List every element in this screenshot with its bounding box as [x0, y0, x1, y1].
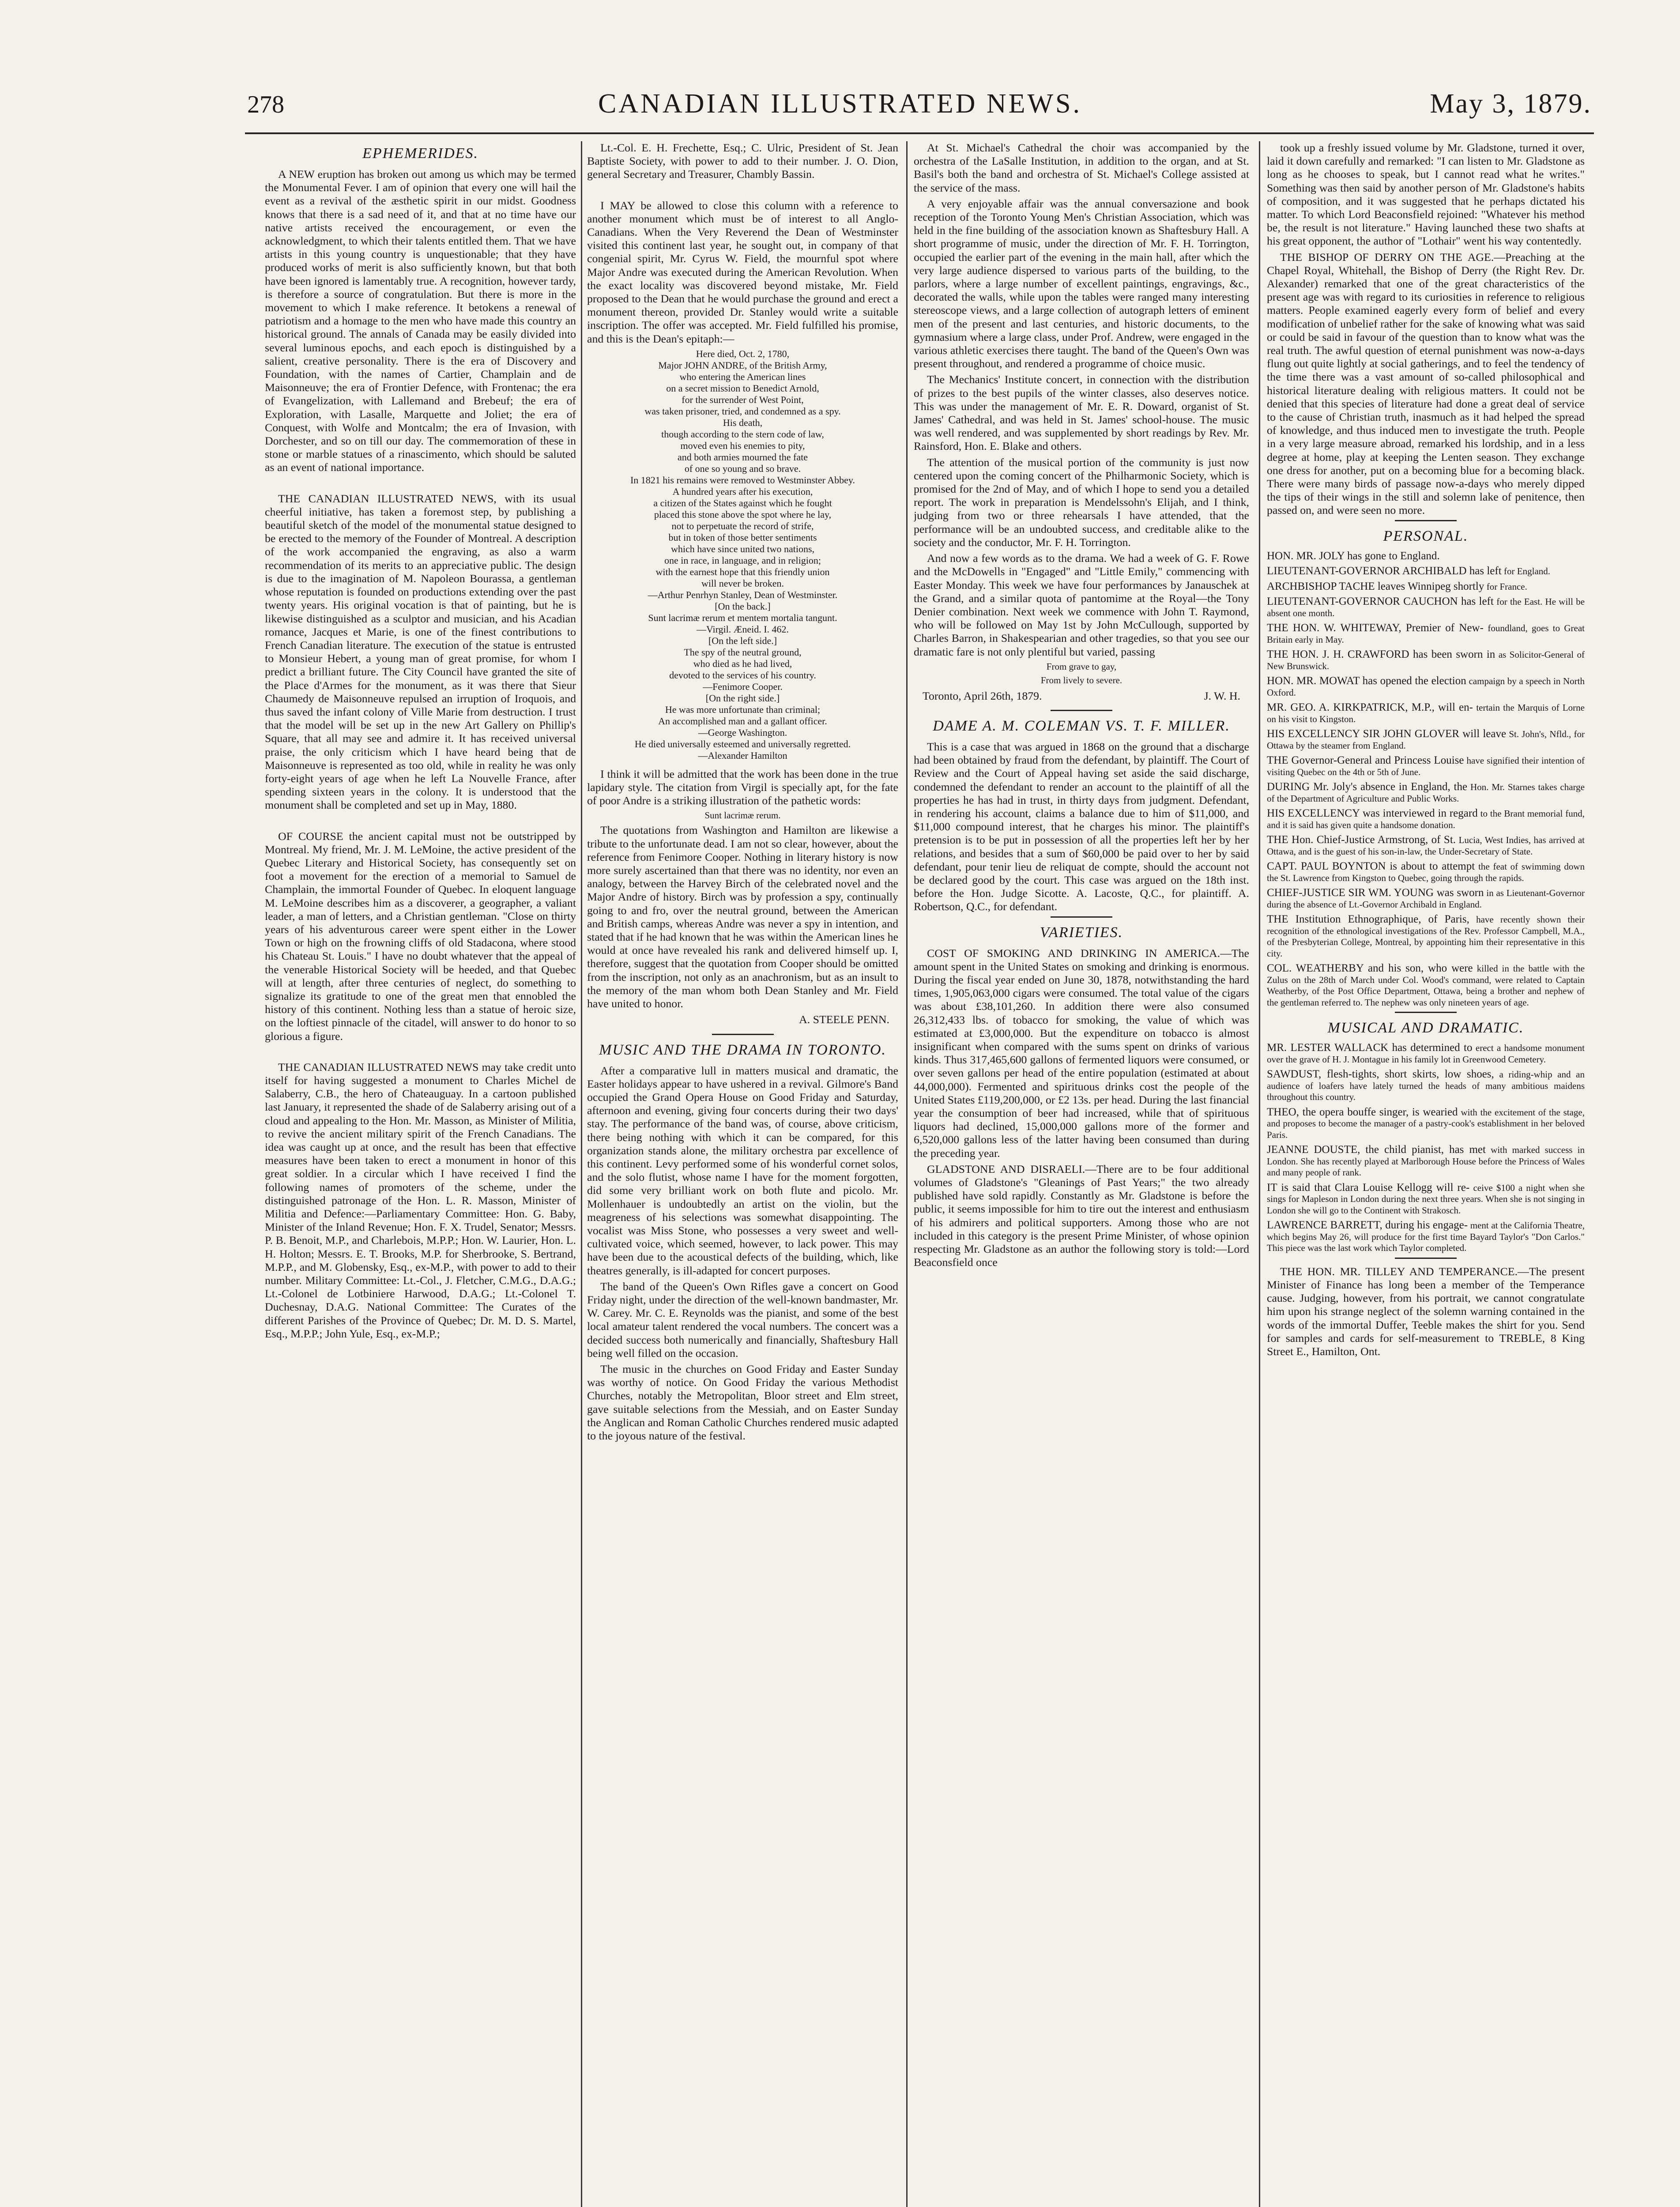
epitaph-line: moved even his enemies to pity, [680, 440, 805, 451]
brief-lead: HIS EXCELLENCY was interviewed in regard [1267, 807, 1478, 820]
personal-item [1267, 565, 1585, 577]
article-paragraph: A NEW eruption has broken out among us which may be termed the Monumental Fever. I am of opinion that every one will hail the event as a revival of the æsthetic spirit in our midst. Goodness knows that there is a sad need of it, and that at no time have our native artists received the encouragement, or even the acknowledgment, to which their talents entitled them. That we have artists in this young country is unquestionable; that they have produced works of merit is also sufficiently known, but that both have been ignored is lamentably true. A recognition, however tardy, is therefore a source of congratulation. But there is more in the movement to which I make reference. It betokens a renewal of patriotism and a homage to the men who have made this country an historical ground. The annals of Canada may be easily divided into several luminous epochs, and each epoch is distinguished by a salient, creative personality. There is the era of Discovery and Foundation, with the names of Cartier, Champlain and de Maisonneuve; the era of Frontier Defence, with Frontenac; the era of Evangelization, with Lallemand and Brebeuf; the era of Exploration, with Lasalle, Marquette and Joliet; the era of Conquest, with Wolfe and Montcalm; the era of Invasion, with Dorchester, and so on till our day. The commemoration of these in stone or marble statues of a rinascimento, which should be saluted as an event of national importance. [265, 168, 576, 474]
brief-lead: JEANNE DOUSTE, the child pianist, has met [1267, 1144, 1486, 1156]
epitaph-line: —Alexander Hamilton [698, 749, 787, 761]
page-number: 278 [247, 91, 284, 118]
brief-lead: HON. MR. MOWAT has opened the election [1267, 675, 1466, 687]
brief-rest: St. John's, Nfld., for Ottawa by the steamer from England. [1267, 729, 1585, 751]
verse-line: From grave to gay, [1046, 661, 1117, 672]
column-divider [906, 141, 908, 2207]
article-paragraph: THE CANADIAN ILLUSTRATED NEWS, with its usual cheerful initiative, has taken a foremost step, by publishing a beautiful sketch of the model of the monumental statue designed to be erected to the memory of the Founder of Montreal. A description of the work accompanied the engraving, as also a warm recommendation of its merits to an appreciative public. The design is due to the imagination of M. Napoleon Bourassa, a gentleman whose reputation is founded on productions extending over the past twenty years. His original vocation is that of painting, but he is likewise distinguished as a sculptor and musician, and his Acadian romance, Jacques et Marie, is one of the finest contributions to French Canadian literature. The execution of the statue is entrusted to Monsieur Hebert, a young man of great promise, for whom I predict a brilliant future. The City Council have granted the site of the Place d'Armes for the monument, as it was there that Sieur Chaumedy de Maisonneuve repulsed an irruption of Iroquois, and thus saved the infant colony of Ville Marie from destruction. I trust that the model will be set up in the new Art Gallery on Phillip's Square, that all may see and admire it. It has received universal praise, the only criticism which I have heard being that de Maisonneuve is represented as too old, while in reality he was only forty-eight years of age when he left La Nouvelle France, after spending sixteen years in the colony. It is understood that the monument shall be completed and set up in May, 1880. [265, 492, 576, 812]
section-heading-music-drama: MUSIC AND THE DRAMA IN TORONTO. [599, 1041, 886, 1058]
brief-lead: LAWRENCE BARRETT, during his engage- [1267, 1219, 1468, 1232]
epitaph-line: who entering the American lines [679, 371, 806, 382]
epitaph-line: He was more unfortunate than criminal; [665, 704, 821, 715]
epitaph-line: [On the right side.] [705, 692, 780, 704]
epitaph-line: which have since united two nations, [670, 543, 815, 554]
column-3 [914, 141, 1249, 2207]
article-paragraph: A very enjoyable affair was the annual conversazione and book reception of the Toronto Young Men's Christian Association, which was held in the fine building of the association known as Shaftesbury Hall. A short programme of music, under the direction of Mr. F. H. Torrington, occupied the earlier part of the evening in the main hall, after which the very large audience dispersed to various parts of the building, to the parlors, where a large number of excellent paintings, engravings, &c., decorated the walls, while upon the tables were ranged many interesting stereoscope views, and a large collection of autograph letters of eminent men of the present and last centuries, and historic documents, to the gymnasium where a large class, under Prof. Andrew, were engaged in the various athletic exercises there taught. The band of the Queen's Own was present throughout, and rendered a programme of choice music. [914, 197, 1249, 370]
author-signature: A. STEELE PENN. [799, 1013, 889, 1026]
brief-rest: with marked success in London. She has recently played at Marlborough House before the Princess of Wales and many people of rank. [1267, 1145, 1585, 1178]
personal-list [1267, 550, 1585, 1009]
article-paragraph: I think it will be admitted that the work has been done in the true lapidary style. The citation from Virgil is specially apt, for the fate of poor Andre is a striking illustration of the pathetic words: [587, 767, 898, 807]
epitaph-line: —Fenimore Cooper. [703, 681, 783, 692]
article-paragraph: THE HON. MR. TILLEY AND TEMPERANCE.—The present Minister of Finance has long been a member of the Temperance cause. Judging, however, from his portrait, we cannot congratulate him upon his strange neglect of the solemn warning contained in the words of the immortal Duffer, Teeble makes the shirt for you. Send for samples and cards for self-measurement to TREBLE, 8 King Street E., Hamilton, Ont. [1267, 1265, 1585, 1358]
andre-epitaph [587, 348, 898, 761]
epitaph-line: —Virgil. Æneid. I. 462. [696, 623, 789, 635]
personal-item [1267, 755, 1585, 778]
brief-rest: have recently shown their recognition of the ethnological investigations of the Rev. Professor Campbell, M.A., of the Presbyterian College, Montreal, by appointing him their representative in this city. [1267, 914, 1585, 959]
brief-lead: COL. WEATHERBY and his son, who were [1267, 962, 1473, 975]
personal-item [1267, 781, 1585, 804]
article-paragraph: The band of the Queen's Own Rifles gave a concert on Good Friday night, under the direction of the well-known bandmaster, Mr. W. Carey. Mr. C. E. Reynolds was the pianist, and some of the best local amateur talent rendered the vocal numbers. The concert was a decided success both numerically and financially, Shaftesbury Hall being well filled on the occasion. [587, 1280, 898, 1360]
column-divider [581, 141, 582, 2207]
epitaph-line: An accomplished man and a gallant officer. [658, 715, 827, 727]
latin-quote: Sunt lacrimæ rerum. [704, 810, 781, 821]
header-rule [245, 132, 1594, 134]
musical-item [1267, 1107, 1585, 1141]
epitaph-line: one in race, in language, and in religion; [664, 554, 821, 566]
brief-rest: a riding-whip and an audience of loafers have lately turned the heads of many ambitious maidens throughout this country. [1267, 1069, 1585, 1103]
article-dateline [923, 689, 1240, 703]
brief-rest: campaign by a speech in North Oxford. [1267, 676, 1585, 698]
article-paragraph: After a comparative lull in matters musical and dramatic, the Easter holidays appear to have ushered in a revival. Gilmore's Band occupied the Grand Opera House on Good Friday and Saturday, afternoon and evening, giving four concerts during their two days' stay. The performance of the band was, of course, above criticism, there being nothing with which it can be compared, for this organization stands alone, the military orchestra par excellence of this continent. Levy performed some of his wonderful cornet solos, and the solo flutist, whose name I have for the moment forgotten, did some very brilliant work on both flute and picolo. Mr. Mollenhauer is undoubtedly an artist on the violin, but the meagreness of his selections was somewhat disappointing. The vocalist was Miss Stone, who possesses a very sweet and well-cultivated voice, which seemed, however, to lack power. This may have been due to the acoustical defects of the building, which, like theatres generally, is ill-adapted for concert purposes. [587, 1064, 898, 1277]
brief-rest: foundland, goes to Great Britain early in May. [1267, 623, 1585, 645]
epitaph-line: The spy of the neutral ground, [684, 646, 802, 658]
verse-line: From lively to severe. [1040, 674, 1123, 685]
article-paragraph: At St. Michael's Cathedral the choir was accompanied by the orchestra of the LaSalle Institution, in addition to the organ, and at St. Basil's both the band and orchestra of St. Michael's College assisted at the service of the mass. [914, 141, 1249, 194]
epitaph-line: who died as he had lived, [693, 658, 792, 669]
epitaph-line: but in token of those better sentiments [668, 531, 817, 543]
epitaph-line: was taken prisoner, tried, and condemned as a spy. [644, 405, 841, 417]
article-paragraph: took up a freshly issued volume by Mr. Gladstone, turned it over, laid it down carefully and remarked: "I can listen to Mr. Gladstone as long as he chooses to speak, but I cannot read what he writes." Something was then said by another person of Mr. Gladstone's habits of composition, and it was suggested that he perhaps dictated his matter. To which Lord Beaconsfield rejoined: "Whatever his method be, the result is not literature." Having launched these two shafts at his great opponent, the author of "Lothair" went his way contentedly. [1267, 141, 1585, 248]
epitaph-line: A hundred years after his execution, [672, 486, 813, 497]
personal-item [1267, 834, 1585, 857]
brief-lead: CHIEF-JUSTICE SIR WM. YOUNG was sworn [1267, 887, 1484, 899]
musical-item [1267, 1069, 1585, 1103]
article-paragraph: OF COURSE the ancient capital must not be outstripped by Montreal. My friend, Mr. J. M. LeMoine, the active president of the Quebec Literary and Historical Society, has consequently set on foot a movement for the erection of a memorial to Samuel de Champlain, the immortal Founder of Quebec. In eloquent language M. LeMoine describes him as a discoverer, a geographer, a valiant leader, a man of letters, and a Christian gentleman. "Close on thirty years of his adventurous career were spent either in the Lower Town or high on the frowning cliffs of old Stadacona, where stood his Chateau St. Louis." I have no doubt whatever that the appeal of the venerable Historical Society will be heeded, and that Quebec will at length, after three centuries of neglect, do something to signalize its gratitude to one of the great men that ennobled the history of this continent. Nothing less than a statue of heroic size, on the loftiest pinnacle of the citadel, will answer to do honor to so glorious a figure. [265, 829, 576, 1043]
article-paragraph: The quotations from Washington and Hamilton are likewise a tribute to the unfortunate dead. I am not so clear, however, about the reference from Fenimore Cooper. Nothing in literary history is now more surely ascertained than that there was no identity, nor even an analogy, between the Harvey Birch of the celebrated novel and the Major Andre of history. Birch was by profession a spy, continually going to and fro, over the neutral ground, between the American and British camps, whereas Andre was never a spy in intention, and stated that if he had known that he was within the American lines he would at once have revealed his rank and delivered himself up. I, therefore, suggest that the quotation from Cooper should be omitted from the inscription, not only as an anachronism, but as an insult to the memory of the man whom both Dean Stanley and Mr. Field have united to honor. [587, 824, 898, 1010]
brief-lead: THE Governor-General and Princess Louise [1267, 754, 1464, 767]
musical-item [1267, 1144, 1585, 1179]
personal-item [1267, 808, 1585, 831]
epitaph-line: He died universally esteemed and universally regretted. [634, 738, 851, 749]
personal-item [1267, 887, 1585, 910]
brief-lead: MR. GEO. A. KIRKPATRICK, M.P., will en- [1267, 701, 1473, 714]
brief-lead: THE HON. J. H. CRAWFORD has been sworn in [1267, 648, 1495, 661]
epitaph-line: In 1821 his remains were removed to Westminster Abbey. [630, 474, 855, 486]
article-paragraph: And now a few words as to the drama. We had a week of G. F. Rowe and the McDowells in "Engaged" and "Little Emily," commencing with Easter Monday. This week we have four performances by Janauschek at the Grand, and a similar quota of pantomime at the Royal—the Tony Denier combination. Next week we commence with John T. Raymond, who will be followed on May 1st by John McCullough, supported by Charles Barron, in Shakespearian and other tragedies, so that you see our dramatic fare is not only plentiful but varied, passing [914, 552, 1249, 658]
brief-rest: Lucia, West Indies, has arrived at Ottawa, and is the guest of his son-in-law, the Under-Secretary of State. [1267, 835, 1585, 857]
brief-rest: the feat of swimming down the St. Lawrence from Kingston to Quebec, going through the rapids. [1267, 861, 1585, 883]
section-rule [1395, 1012, 1457, 1013]
article-paragraph: GLADSTONE AND DISRAELI.—There are to be four additional volumes of Gladstone's "Gleanings of Past Years;" the two already published have sold rapidly. Constantly as Mr. Gladstone is before the public, it seems impossible for him to tire out the interest and enthusiasm of his admirers and political supporters. Among those who are not included in this category is the present Prime Minister, of whose opinion respecting Mr. Gladstone as an author the following story is told:—Lord Beaconsfield once [914, 1162, 1249, 1269]
personal-item [1267, 550, 1585, 562]
section-rule [712, 1034, 774, 1035]
brief-rest: have signified their intention of visiting Quebec on the 4th or 5th of June. [1267, 755, 1585, 777]
epitaph-line: placed this stone above the spot where he lay, [654, 508, 832, 520]
brief-rest: for England. [1504, 566, 1551, 577]
brief-rest: killed in the battle with the Zulus on the 28th of March under Col. Wood's command, were related to Captain Weatherby, of the Post Office Department, Ottawa, being a brother and nephew of the gentleman referred to. The nephew was only nineteen years of age. [1267, 963, 1585, 1008]
article-paragraph: I MAY be allowed to close this column with a reference to another monument which must be of interest to all Anglo-Canadians. When the Very Reverend the Dean of Westminster visited this continent last year, he sought out, in company of that congenial spirit, Mr. Cyrus W. Field, the mournful spot where Major Andre was executed during the American Revolution. When the exact locality was discovered beyond mistake, Mr. Field proposed to the Dean that he would purchase the ground and erect a monument thereon, provided Dr. Stanley would write a suitable inscription. The offer was accepted. Mr. Field fulfilled his promise, and this is the Dean's epitaph:— [587, 199, 898, 345]
article-paragraph: COST OF SMOKING AND DRINKING IN AMERICA.—The amount spent in the United States on smoking and drinking is enormous. During the fiscal year ended on June 30, 1878, notwithstanding the hard times, 1,905,063,000 cigars were consumed. The total value of the cigars was about £38,101,260. In addition there were also consumed 26,312,433 lbs. of tobacco for smoking, the value of which was estimated at £3,000,000. But the expenditure on tobacco is almost insignificant when compared with the sums spent on drinks of various kinds. Thus 317,465,600 gallons of fermented liquors were consumed, or over seven gallons per head of the entire population (estimated at about 44,000,000). Fermented and spirituous drinks cost the people of the United States £119,200,000, or £2 13s. per head. During the last financial year the consumption of beer had increased, while that of spirituous liquors had declined, 15,000,000 gallons more of the former and 6,520,000 gallons less of the latter having been consumed than during the preceding year. [914, 946, 1249, 1160]
brief-lead: HON. MR. JOLY has gone to England. [1267, 550, 1440, 562]
musical-item [1267, 1042, 1585, 1065]
article-paragraph: The music in the churches on Good Friday and Easter Sunday was worthy of notice. On Good Friday the various Methodist Churches, notably the Metropolitan, Bloor street and Elm street, gave suitable selections from the Messiah, and on Easter Sunday the Anglican and Roman Catholic Churches rendered music adapted to the joyous nature of the festival. [587, 1362, 898, 1442]
article-paragraph: THE BISHOP OF DERRY ON THE AGE.—Preaching at the Chapel Royal, Whitehall, the Bishop of Derry (the Right Rev. Dr. Alexander) remarked that one of the great characteristics of the present age was with regard to its curiosities in reference to religious matters. People examined eagerly every form of belief and every modification of unbelief rather for the sake of knowing what was said or could be said in favour of the question than to know what was the real truth. The awful question of eternal punishment was now-a-days flung out quite lightly at social gatherings, and to feel the tendency of the time there was a vast amount of so-called philosophical and historical literature dealing with religious matters. It could not be denied that this species of literature had done a great deal of service to the cause of Christian truth, inasmuch as it had helped the spread of knowledge, and thus induced men to investigate the truth. People in a very large measure abroad, remarked his lordship, and in a less degree at home, play at keeping the Lenten season. They exchange one dress for another, put on a becoming blue for a becoming black. There were many birds of passage now-a-days who merely dipped the tips of their wings in the still and solemn lake of penitence, then passed on, and were seen no more. [1267, 250, 1585, 517]
brief-lead: ARCHBISHOP TACHE leaves Winnipeg shortly [1267, 580, 1484, 592]
epitaph-line: —George Washington. [698, 727, 787, 738]
column-divider [1259, 141, 1260, 2207]
brief-rest: erect a handsome monument over the grave of H. J. Montague in his family lot in Greenwood Cemetery. [1267, 1043, 1585, 1065]
article-paragraph: The Mechanics' Institute concert, in connection with the distribution of prizes to the best pupils of the winter classes, also deserves notice. This was under the management of Mr. E. R. Doward, organist of St. James' Cathedral, and was held in St. James' school-house. The music was well rendered, and was supplemented by short readings by Rev. Mr. Rainsford, Hon. E. Blake and others. [914, 373, 1249, 453]
dateline-place: Toronto, April 26th, 1879. [923, 689, 1042, 702]
brief-lead: SAWDUST, flesh-tights, short skirts, low shoes, [1267, 1068, 1494, 1081]
personal-item [1267, 728, 1585, 751]
section-rule [1395, 1258, 1457, 1259]
brief-rest: tertain the Marquis of Lorne on his visit to Kingston. [1267, 702, 1585, 724]
epitaph-line: on a secret mission to Benedict Arnold, [666, 382, 819, 394]
epitaph-line: will never be broken. [701, 577, 784, 589]
brief-rest: Hon. Mr. Starnes takes charge of the Department of Agriculture and Public Works. [1267, 782, 1585, 804]
personal-item [1267, 581, 1585, 593]
section-rule [1395, 520, 1457, 521]
section-heading-varieties: VARIETIES. [1040, 924, 1123, 941]
column-1 [265, 141, 576, 2207]
section-rule [1051, 710, 1112, 711]
musical-list [1267, 1042, 1585, 1254]
personal-item [1267, 622, 1585, 645]
brief-rest: ment at the California Theatre, which begins May 26, will produce for the first time Bayard Taylor's "Don Carlos." This piece was the last work which Taylor completed. [1267, 1220, 1585, 1254]
brief-lead: CAPT. PAUL BOYNTON is about to attempt [1267, 860, 1475, 873]
brief-rest: for the East. He will be absent one month. [1267, 596, 1585, 618]
dateline-initials: J. W. H. [1204, 689, 1240, 702]
article-paragraph: Lt.-Col. E. H. Frechette, Esq.; C. Ulric, President of St. Jean Baptiste Society, with power to add to their number. J. O. Dion, general Secretary and Treasurer, Chambly Bassin. [587, 141, 898, 181]
brief-lead: HIS EXCELLENCY SIR JOHN GLOVER will leave [1267, 728, 1507, 740]
article-paragraph: This is a case that was argued in 1868 on the ground that a discharge had been obtained by fraud from the defendant, by plaintiff. The Court of Review and the Court of Appeal having set aside the said discharge, condemned the defendant to render an account to the plaintiff of all the properties he has had in trust, in thirty days from judgment. Defendant, in rendering his account, claims a balance due to him of $11,000, and $11,000 compound interest, that he charges his minor. The plaintiff's pretension is to be put in possession of all the properties left her by her relations, and besides that a sum of $60,000 be paid over to her by said defendant, pour tenir lieu de reliquat de compte, should the account not be declared good by the court. This case was argued on the 18th inst. before the Hon. Judge Sicotte. A. Lacoste, Q.C., for plaintiff. A. Robertson, Q.C., for defendant. [914, 740, 1249, 913]
brief-lead: DURING Mr. Joly's absence in England, the [1267, 781, 1468, 793]
musical-item [1267, 1220, 1585, 1254]
epitaph-line: a citizen of the States against which he fought [653, 497, 832, 508]
epitaph-line: and both armies mourned the fate [677, 451, 808, 463]
epitaph-line: though according to the stern code of law, [661, 428, 824, 440]
masthead: CANADIAN ILLUSTRATED NEWS. [598, 89, 1082, 119]
epitaph-line: devoted to the services of his country. [669, 669, 816, 681]
personal-item [1267, 596, 1585, 619]
epitaph-line: Major JOHN ANDRE, of the British Army, [658, 359, 827, 371]
personal-item [1267, 675, 1585, 698]
issue-date: May 3, 1879. [1430, 89, 1592, 119]
personal-item [1267, 963, 1585, 1008]
epitaph-line: [On the left side.] [708, 635, 777, 646]
epitaph-line: of one so young and so brave. [684, 463, 801, 474]
personal-item [1267, 649, 1585, 672]
epitaph-line: —Arthur Penrhyn Stanley, Dean of Westminster. [648, 589, 838, 600]
epitaph-line: for the surrender of West Point, [682, 394, 804, 405]
brief-rest: to the Brant memorial fund, and it is said has given quite a handsome donation. [1267, 808, 1585, 830]
personal-item [1267, 861, 1585, 884]
brief-lead: LIEUTENANT-GOVERNOR CAUCHON has left [1267, 595, 1494, 608]
column-4 [1267, 141, 1585, 2207]
brief-rest: in as Lieutenant-Governor during the absence of Lt.-Governor Archibald in England. [1267, 888, 1585, 910]
epitaph-line: not to perpetuate the record of strife, [671, 520, 814, 531]
article-paragraph: The attention of the musical portion of the community is just now centered upon the coming concert of the Philharmonic Society, which is promised for the 2nd of May, and of which I hope to send you a detailed report. The work in preparation is Mendelssohn's Elijah, and I think, judging from two or three rehearsals I have attended, that the performance will be an undoubted success, and creditable alike to the society and the conductor, Mr. F. H. Torrington. [914, 456, 1249, 549]
section-heading-ephemerides: EPHEMERIDES. [362, 145, 478, 162]
brief-lead: MR. LESTER WALLACK has determined to [1267, 1042, 1473, 1054]
personal-item [1267, 702, 1585, 725]
brief-lead: THE HON. W. WHITEWAY, Premier of New- [1267, 622, 1484, 634]
brief-rest: for France. [1486, 581, 1527, 592]
brief-lead: THEO, the opera bouffe singer, is wearied [1267, 1106, 1458, 1118]
epitaph-line: Sunt lacrimæ rerum et mentem mortalia tangunt. [648, 612, 837, 623]
brief-lead: IT is said that Clara Louise Kellogg will re- [1267, 1181, 1470, 1194]
brief-lead: LIEUTENANT-GOVERNOR ARCHIBALD has left [1267, 565, 1502, 577]
brief-lead: THE Hon. Chief-Justice Armstrong, of St. [1267, 834, 1456, 846]
brief-rest: ceive $100 a night when she sings for Mapleson in London during the next three years. When she is not singing in London she will go to the Continent with Strakosch. [1267, 1182, 1585, 1216]
section-heading-coleman-miller: DAME A. M. COLEMAN VS. T. F. MILLER. [933, 717, 1230, 734]
brief-rest: as Solicitor-General of New Brunswick. [1267, 649, 1585, 671]
brief-rest: with the excitement of the stage, and proposes to become the manager of a pastry-cook's establishment in her beloved Paris. [1267, 1107, 1585, 1140]
epitaph-line: [On the back.] [715, 600, 771, 612]
epitaph-line: with the earnest hope that this friendly union [655, 566, 830, 577]
section-rule [1051, 916, 1112, 918]
epitaph-line: His death, [723, 417, 763, 428]
musical-item [1267, 1182, 1585, 1216]
section-heading-personal: PERSONAL. [1383, 527, 1469, 544]
personal-item [1267, 914, 1585, 959]
section-heading-musical-dramatic: MUSICAL AND DRAMATIC. [1327, 1020, 1524, 1036]
column-2 [587, 141, 898, 2207]
epitaph-line: Here died, Oct. 2, 1780, [696, 348, 790, 359]
brief-lead: THE Institution Ethnographique, of Paris, [1267, 913, 1469, 926]
article-paragraph: THE CANADIAN ILLUSTRATED NEWS may take credit unto itself for having suggested a monument to Charles Michel de Salaberry, C.B., the hero of Chateauguay. In a cartoon published last January, it represented the shade of de Salaberry arising out of a cloud and appealing to the Hon. Mr. Masson, as Minister of Militia, to revive the ancient military spirit of the French Canadians. The idea was caught up at once, and the result has been that effective measures have been taken to erect a monument in honor of this great soldier. In a circular which I have received I find the following names of promoters of the scheme, under the distinguished patronage of the Hon. L. R. Masson, Minister of Militia and Defence:—Parliamentary Committee: Hon. G. Baby, Minister of the Inland Revenue; Hon. F. X. Trudel, Senator; Messrs. P. B. Benoit, M.P., and Charlebois, M.P.P.; Hon. W. Laurier, Hon. L. H. Holton; Messrs. E. T. Brooks, M.P. for Sherbrooke, S. Bertrand, M.P.P., and M. Globensky, Esq., ex-M.P., with power to add to their number. Military Committee: Lt.-Col., J. Fletcher, C.M.G., D.A.G.; Lt.-Colonel de Lotbiniere Harwood, D.A.G.; Lt.-Colonel T. Duchesnay, D.A.G. National Committee: The Curates of the different Parishes of the Province of Quebec; Dr. M. D. S. Martel, Esq., M.P.P.; John Yule, Esq., ex-M.P.; [265, 1060, 576, 1340]
